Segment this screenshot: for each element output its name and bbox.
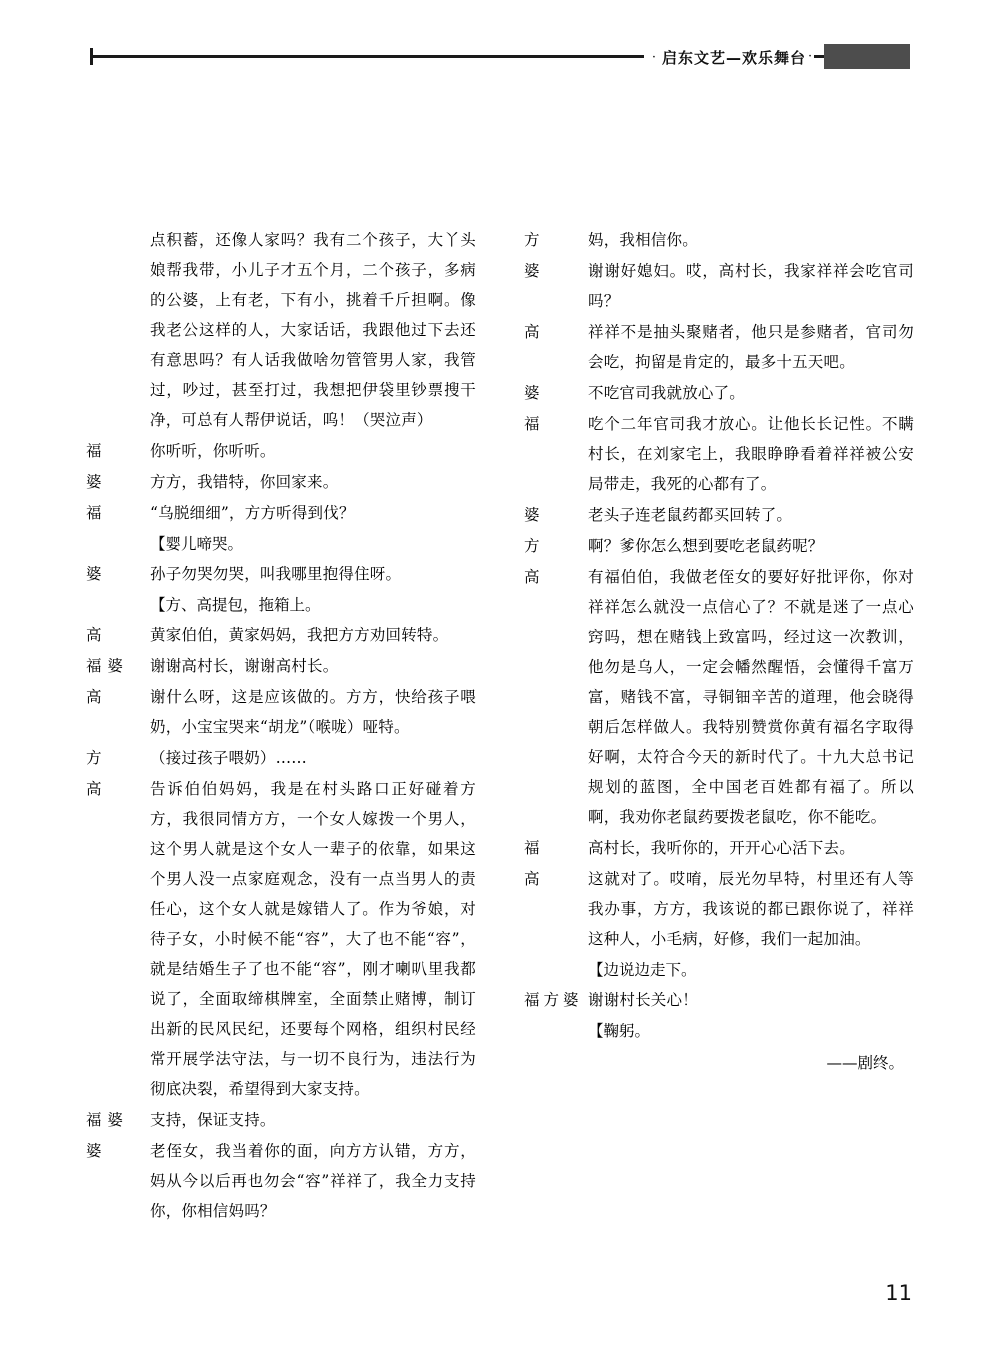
speaker-label: 福方婆 bbox=[524, 991, 583, 1009]
stage-direction: 【婴儿啼哭。 bbox=[150, 535, 244, 553]
stage-direction: 【鞠躬。 bbox=[588, 1022, 651, 1040]
speaker-label: 高 bbox=[86, 688, 103, 706]
speaker-label: 福 bbox=[86, 504, 103, 522]
speaker-label: 福 婆 bbox=[86, 1111, 124, 1129]
dialogue-text: 高村长，我听你的，开开心心活下去。 bbox=[588, 839, 855, 857]
script-line bbox=[86, 559, 476, 589]
speaker-label: 方 bbox=[524, 537, 541, 555]
dialogue-text: 黄家伯伯，黄家妈妈，我把方方劝回转特。 bbox=[150, 626, 449, 644]
dialogue-text: 孙子勿哭勿哭，叫我哪里抱得住呀。 bbox=[150, 565, 402, 583]
script-line bbox=[524, 378, 914, 408]
script-line bbox=[86, 1105, 476, 1135]
dialogue-text: 妈，我相信你。 bbox=[588, 231, 698, 249]
script-line bbox=[86, 467, 476, 497]
dialogue-text: 祥祥不是抽头聚赌者，他只是参赌者，官司勿会吃，拘留是肯定的，最多十五天吧。 bbox=[588, 323, 914, 371]
dialogue-text: （接过孩子喂奶）…… bbox=[150, 749, 308, 767]
bullet-icon-right: · bbox=[808, 49, 813, 64]
dialogue-text: 谢谢村长关心！ bbox=[588, 991, 698, 1009]
article-body bbox=[86, 225, 914, 1227]
page-number: 11 bbox=[885, 1281, 912, 1305]
dialogue-text: 谢谢高村长，谢谢高村长。 bbox=[150, 657, 339, 675]
stage-direction: 【边说边走下。 bbox=[588, 961, 697, 979]
dialogue-text: 支持，保证支持。 bbox=[150, 1111, 276, 1129]
script-line bbox=[524, 409, 914, 499]
script-line bbox=[86, 682, 476, 742]
dialogue-text: 谢谢好媳妇。哎，高村长，我家祥祥会吃官司吗？ bbox=[588, 262, 914, 310]
script-line bbox=[524, 562, 914, 832]
speaker-label: 福 bbox=[524, 415, 541, 433]
speaker-label: 方 bbox=[524, 231, 541, 249]
dialogue-text: 吃个二年官司我才放心。让他长长记性。不瞒村长，在刘家宅上，我眼睁睁看着祥祥被公安局带走，我死的心都有了。 bbox=[588, 415, 914, 493]
end-mark: ——剧终。 bbox=[826, 1054, 904, 1072]
script-line bbox=[524, 833, 914, 863]
script-line bbox=[86, 498, 476, 528]
dialogue-text: 有福伯伯，我做老侄女的要好好批评你，你对祥祥怎么就没一点信心了？不就是迷了一点心窍吗，想在赌钱上致富吗，经过这一次教训，他勿是乌人，一定会幡然醒悟，会懂得千富万富，赌钱不富，寻铜钿辛苦的道理，他会晓得朝后怎样做人。我特别赞赏你黄有福名字取得好啊，太符合今天的新时代了。十九大总书记规划的蓝图，全中国老百姓都有福了。所以啊，我劝你老鼠药要拨老鼠吃，你不能吃。 bbox=[588, 568, 914, 826]
header-title-group bbox=[644, 44, 814, 70]
speaker-label: 高 bbox=[524, 323, 541, 341]
bullet-icon: · bbox=[651, 49, 656, 65]
script-line bbox=[524, 864, 914, 954]
dialogue-text: “乌脱细细”，方方听得到伐？ bbox=[150, 504, 355, 522]
script-line bbox=[86, 651, 476, 681]
speaker-label: 福 婆 bbox=[86, 657, 124, 675]
speaker-label: 婆 bbox=[86, 565, 103, 583]
stage-direction: 【方、高提包，拖箱上。 bbox=[150, 596, 321, 614]
script-line bbox=[524, 985, 914, 1015]
speaker-label: 婆 bbox=[86, 1142, 103, 1160]
script-line bbox=[524, 500, 914, 530]
dialogue-text: 老侄女，我当着你的面，向方方认错，方方，妈从今以后再也勿会“容”祥祥了，我全力支持你，你相信妈吗？ bbox=[150, 1142, 476, 1220]
speaker-label: 婆 bbox=[86, 473, 103, 491]
speaker-label: 婆 bbox=[524, 384, 541, 402]
script-line bbox=[86, 1136, 476, 1226]
script-line bbox=[524, 531, 914, 561]
script-line bbox=[524, 317, 914, 377]
dialogue-text: 你听听，你听听。 bbox=[150, 442, 276, 460]
script-line bbox=[86, 436, 476, 466]
dialogue-text: 老头子连老鼠药都买回转了。 bbox=[588, 506, 793, 524]
speaker-label: 高 bbox=[524, 568, 541, 586]
dialogue-text: 方方，我错特，你回家来。 bbox=[150, 473, 339, 491]
script-line bbox=[86, 774, 476, 1104]
dialogue-text: 不吃官司我就放心了。 bbox=[588, 384, 746, 402]
dialogue-text: 这就对了。哎唷，辰光勿早特，村里还有人等我办事，方方，我该说的都已跟你说了，祥祥这种人，小毛病，好修，我们一起加油。 bbox=[588, 870, 914, 948]
header-color-block bbox=[808, 44, 910, 69]
speaker-label: 福 bbox=[86, 442, 103, 460]
page-header bbox=[90, 44, 910, 70]
dialogue-text: 啊？爹你怎么想到要吃老鼠药呢？ bbox=[588, 537, 824, 555]
dialogue-text: 点积蓄，还像人家吗？我有二个孩子，大丫头娘帮我带，小儿子才五个月，二个孩子，多病的公婆，上有老，下有小，挑着千斤担啊。像我老公这样的人，大家话话，我跟他过下去还有意思吗？有人话我做啥勿管管男人家，我管过，吵过，甚至打过，我想把伊袋里钞票搜干净，可总有人帮伊说话，呜！（哭泣声） bbox=[150, 231, 476, 429]
speaker-label: 高 bbox=[86, 626, 103, 644]
speaker-label: 高 bbox=[86, 780, 103, 798]
header-tick bbox=[90, 48, 93, 65]
speaker-label: 方 bbox=[86, 749, 103, 767]
script-line bbox=[86, 743, 476, 773]
speaker-label: 福 bbox=[524, 839, 541, 857]
speaker-label: 婆 bbox=[524, 506, 541, 524]
script-line bbox=[524, 256, 914, 316]
dialogue-text: 告诉伯伯妈妈，我是在村头路口正好碰着方方，我很同情方方，一个女人嫁拨一个男人，这个男人就是这个女人一辈子的依靠，如果这个男人没一点家庭观念，没有一点当男人的责任心，这个女人就是嫁错人了。作为爷娘，对待子女，小时候不能“容”，大了也不能“容”，就是结婚生子了也不能“容”，刚才喇叭里我都说了，全面取缔棋牌室，全面禁止赌博，制订出新的民风民纪，还要每个网格，组织村民经常开展学法守法，与一切不良行为，违法行为彻底决裂，希望得到大家支持。 bbox=[150, 780, 476, 1098]
left-column bbox=[86, 225, 476, 1227]
speaker-label: 高 bbox=[524, 870, 541, 888]
page-title: 启东文艺—欢乐舞台 bbox=[661, 48, 806, 67]
speaker-label: 婆 bbox=[524, 262, 541, 280]
script-line bbox=[524, 225, 914, 255]
script-line bbox=[86, 225, 476, 435]
dialogue-text: 谢什么呀，这是应该做的。方方，快给孩子喂奶，小宝宝哭来“胡龙”（喉咙）哑特。 bbox=[150, 688, 476, 736]
right-column bbox=[524, 225, 914, 1227]
script-line bbox=[86, 620, 476, 650]
